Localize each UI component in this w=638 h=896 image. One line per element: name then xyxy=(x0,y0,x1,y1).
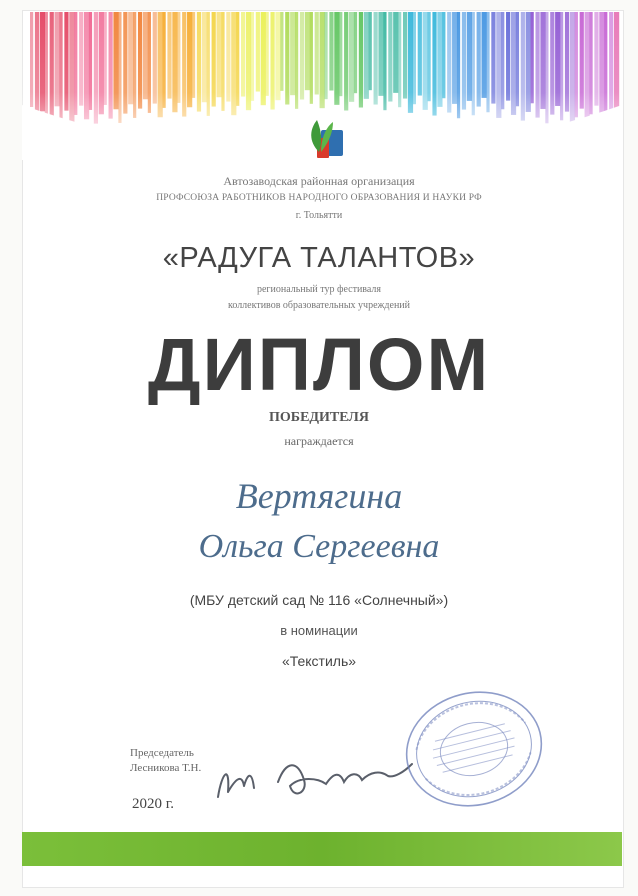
org-line-3: г. Тольятти xyxy=(295,210,343,221)
diploma-heading: ДИПЛОМ xyxy=(147,323,491,406)
org-line-2: ПРОФСОЮЗА РАБОТНИКОВ НАРОДНОГО ОБРАЗОВАНИЯ И НАУКИ РФ xyxy=(156,193,482,203)
signature xyxy=(208,742,418,812)
green-footer-bar xyxy=(22,832,622,866)
nomination-value: «Текстиль» xyxy=(281,653,357,669)
festival-subtitle-2: коллективов образовательных учреждений xyxy=(227,300,411,311)
festival-subtitle-1: региональный тур фестиваля xyxy=(256,284,381,295)
org-line-1: Автозаводская районная организация xyxy=(223,174,415,188)
recipient-surname: Вертягина xyxy=(235,476,403,516)
awarded-text: награждается xyxy=(284,434,354,448)
recipient-given-names: Ольга Сергеевна xyxy=(198,528,440,565)
chair-name: Лесникова Т.Н. xyxy=(130,762,202,774)
round-stamp xyxy=(398,686,550,812)
nomination-label: в номинации xyxy=(280,623,358,638)
recipient-institution: (МБУ детский сад № 116 «Солнечный») xyxy=(189,592,449,608)
diploma-kind: ПОБЕДИТЕЛЯ xyxy=(269,410,369,425)
year: 2020 г. xyxy=(132,796,174,812)
chair-title: Председатель xyxy=(130,747,194,759)
union-logo xyxy=(303,112,347,166)
festival-title: «РАДУГА ТАЛАНТОВ» xyxy=(162,242,476,274)
